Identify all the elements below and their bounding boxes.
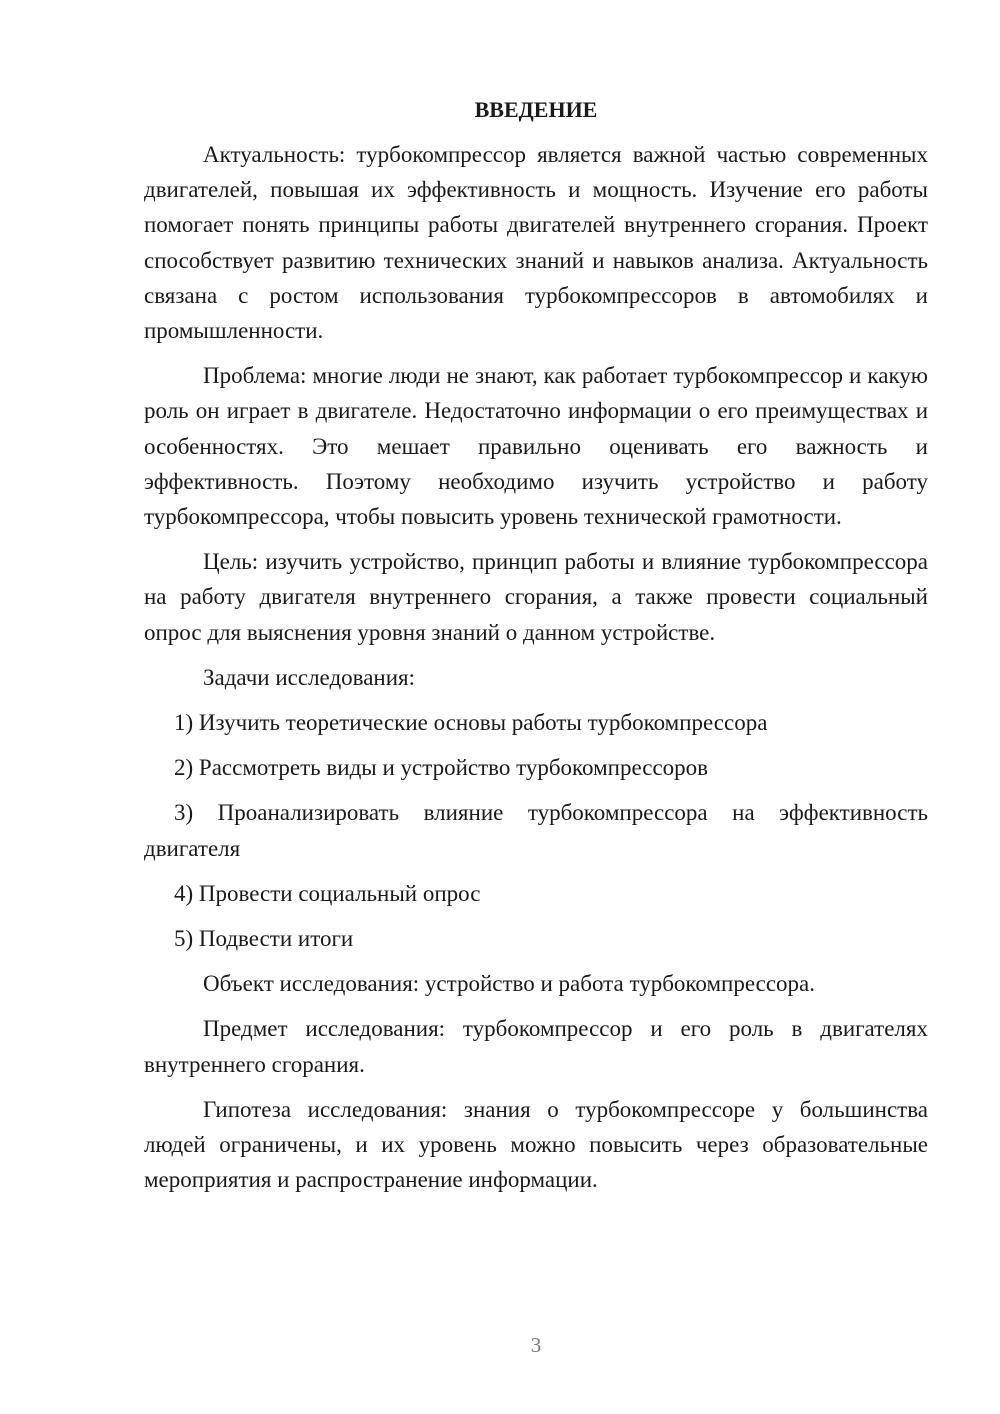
problem-paragraph: Проблема: многие люди не знают, как работает турбокомпрессор и какую роль он играет в двигателе. Недостаточно информации о его преимуществах и особенностях. Это мешает правильно оценивать его важность и эффективность. Поэтому необходимо изучить устройство и работу турбокомпрессора, чтобы повысить уровень технической грамотности. <box>144 363 928 530</box>
subject-paragraph: Предмет исследования: турбокомпрессор и его роль в двигателях внутреннего сгорания. <box>144 1016 928 1077</box>
goal-paragraph: Цель: изучить устройство, принцип работы и влияние турбокомпрессора на работу двигателя внутреннего сгорания, а также провести социальный опрос для выяснения уровня знаний о данном устройстве. <box>144 549 928 645</box>
hypothesis-paragraph: Гипотеза исследования: знания о турбокомпрессоре у большинства людей ограничены, и их уровень можно повысить через образовательные мероприятия и распространение информации. <box>144 1096 928 1193</box>
task-item: 4) Провести социальный опрос <box>174 880 481 906</box>
relevance-paragraph: Актуальность: турбокомпрессор является важной частью современных двигателей, повышая их эффективность и мощность. Изучение его работы помогает понять принципы работы двигателей внутреннего сгорания. Проект способствует развитию технических знаний и навыков анализа. Актуальность связана с ростом использования турбокомпрессоров в автомобилях и промышленности. <box>144 142 928 344</box>
task-item: 5) Подвести итоги <box>174 926 354 952</box>
section-title: ВВЕДЕНИЕ <box>474 97 598 122</box>
task-item: 1) Изучить теоретические основы работы турбокомпрессора <box>174 710 768 736</box>
object-paragraph: Объект исследования: устройство и работа турбокомпрессора. <box>203 971 815 997</box>
page-number: 3 <box>530 1333 542 1357</box>
task-item: 3) Проанализировать влияние турбокомпрессора на эффективность двигателя <box>144 800 928 861</box>
task-item: 2) Рассмотреть виды и устройство турбокомпрессоров <box>174 755 709 781</box>
document-page <box>144 95 928 1207</box>
tasks-heading: Задачи исследования: <box>203 664 416 690</box>
